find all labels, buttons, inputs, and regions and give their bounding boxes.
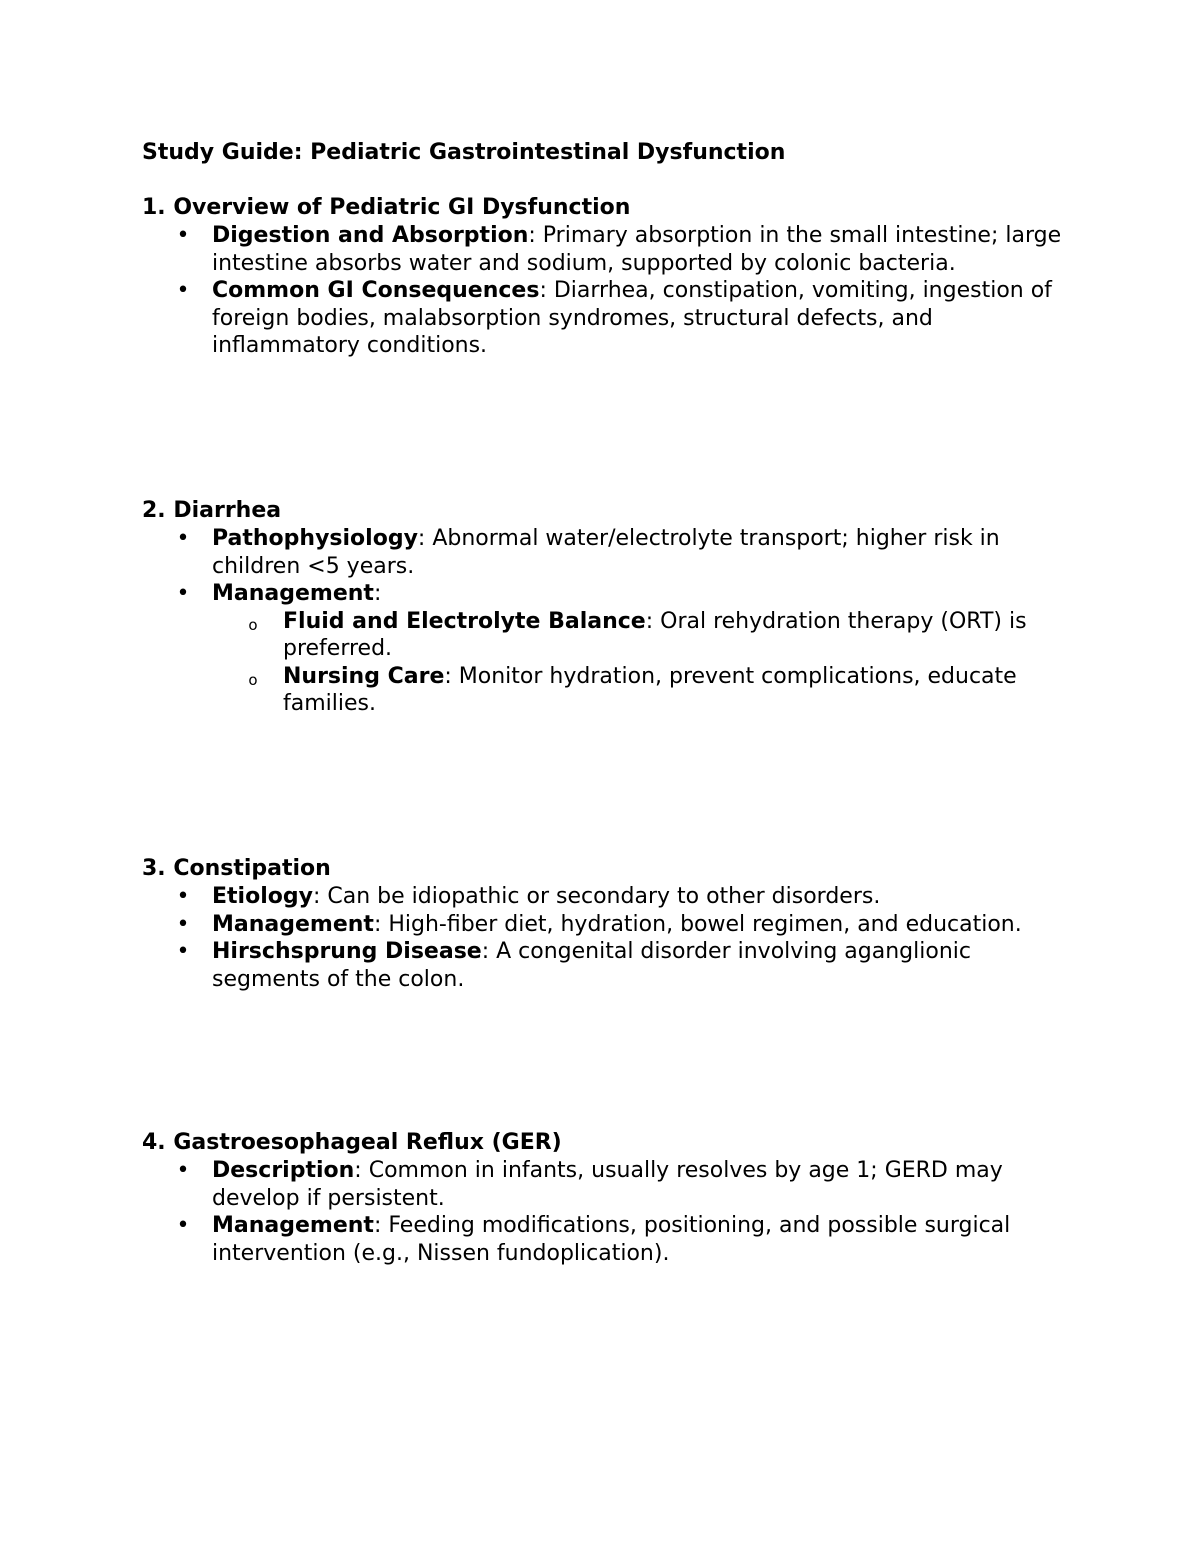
list-item — [142, 580, 1082, 608]
list-item — [142, 277, 1082, 360]
list-item — [142, 1157, 1082, 1212]
item-term: Management — [212, 911, 374, 937]
item-term: Management — [212, 1213, 374, 1238]
list-item — [142, 1212, 1082, 1267]
list-item — [142, 525, 1082, 580]
section-diarrhea — [142, 497, 1082, 718]
item-text: : Can be idiopathic or secondary to other disorders. — [312, 884, 881, 909]
item-text: : Feeding modifications, positioning, and possible surgical intervention (e.g., Nissen fundoplication). — [212, 1213, 1011, 1266]
item-term: Digestion and Absorption — [212, 223, 529, 248]
bullet-icon: • — [176, 1213, 190, 1238]
bullet-icon: • — [176, 911, 190, 937]
item-term: Etiology — [212, 884, 313, 909]
bullet-icon: • — [176, 223, 190, 248]
item-text: : A congenital disorder involving aganglionic segments of the colon. — [212, 939, 971, 992]
item-term: Fluid and Electrolyte Balance — [283, 608, 646, 634]
section-ger — [142, 1129, 1082, 1267]
bullet-list — [142, 222, 1082, 360]
item-text: : Diarrhea, constipation, vomiting, ingestion of foreign bodies, malabsorption syndromes, structural defects, and inflammatory conditions. — [212, 278, 1052, 358]
sub-list-item — [142, 663, 1082, 718]
item-text: : Abnormal water/electrolyte transport; higher risk in children <5 years. — [212, 526, 1000, 579]
sub-bullet-list — [142, 608, 1082, 718]
circle-bullet-icon: o — [248, 615, 258, 634]
bullet-list — [142, 883, 1082, 993]
list-item — [142, 883, 1082, 911]
item-term: Pathophysiology — [212, 526, 418, 551]
bullet-list — [142, 1157, 1082, 1267]
list-item — [142, 222, 1082, 277]
item-text: : Common in infants, usually resolves by age 1; GERD may develop if persistent. — [212, 1158, 1003, 1211]
section-heading: 1. Overview of Pediatric GI Dysfunction — [142, 195, 631, 220]
bullet-icon: • — [176, 526, 190, 551]
bullet-icon: • — [176, 1158, 190, 1183]
sub-list-item — [142, 608, 1082, 663]
item-term: Description — [212, 1158, 355, 1183]
item-term: Hirschsprung Disease — [212, 939, 482, 964]
bullet-icon: • — [176, 278, 190, 303]
bullet-icon: • — [176, 581, 190, 606]
bullet-icon: • — [176, 939, 190, 964]
bullet-icon: • — [176, 884, 190, 909]
list-item — [142, 938, 1082, 993]
document-title: Study Guide: Pediatric Gastrointestinal Dysfunction — [142, 140, 786, 165]
item-text: : Oral rehydration therapy (ORT) is preferred. — [283, 608, 1027, 661]
list-item — [142, 911, 1082, 939]
section-heading: 4. Gastroesophageal Reflux (GER) — [142, 1130, 562, 1155]
item-term: Common GI Consequences — [212, 278, 540, 303]
item-term: Nursing Care — [283, 663, 445, 689]
circle-bullet-icon: o — [248, 670, 258, 689]
item-text: : High-fiber diet, hydration, bowel regimen, and education. — [373, 911, 1022, 937]
section-overview — [142, 194, 1082, 360]
item-text: : — [373, 581, 382, 606]
section-heading: 3. Constipation — [142, 856, 331, 881]
item-text: : Primary absorption in the small intestine; large intestine absorbs water and sodium, supported by colonic bacteria. — [212, 223, 1062, 276]
item-text: : Monitor hydration, prevent complications, educate families. — [283, 663, 1017, 716]
bullet-list — [142, 525, 1082, 608]
section-constipation — [142, 855, 1082, 993]
item-term: Management — [212, 581, 374, 606]
section-heading: 2. Diarrhea — [142, 498, 282, 523]
